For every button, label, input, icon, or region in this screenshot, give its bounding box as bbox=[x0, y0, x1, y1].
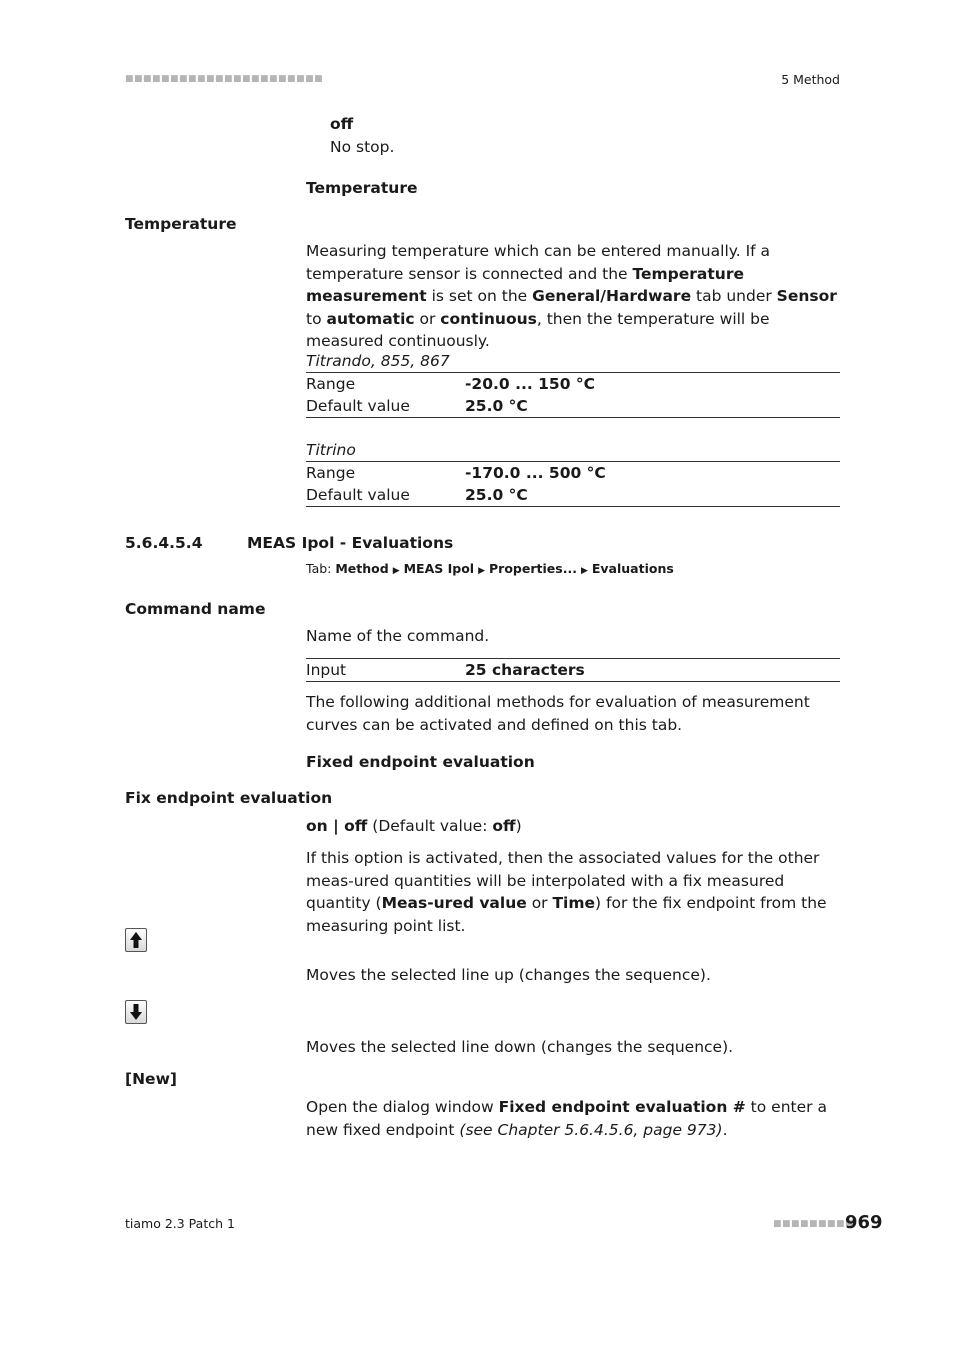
arrow-up-icon[interactable] bbox=[125, 928, 147, 952]
text-run: , then the temperature will be measured continuously. bbox=[306, 309, 770, 350]
text-run: Fixed endpoint evaluation # bbox=[498, 1098, 746, 1116]
text-run: or bbox=[414, 309, 441, 328]
table-row bbox=[306, 395, 840, 417]
header-decoration: ■■■■■■■■■■■■■■■■■■■■■■ bbox=[125, 74, 324, 84]
fix-endpoint-description bbox=[306, 847, 840, 937]
spec-key: Default value bbox=[306, 397, 410, 415]
command-name-label: Command name bbox=[125, 600, 266, 618]
text-run: . bbox=[722, 1120, 728, 1139]
temperature-label: Temperature bbox=[125, 215, 237, 233]
evaluation-note: The following additional methods for evaluation of measurement curves can be activated and defined on this tab. bbox=[306, 693, 810, 734]
header-chapter: 5 Method bbox=[781, 72, 840, 87]
footer-decoration: ■■■■■■■■■ bbox=[773, 1219, 855, 1229]
text-run: Sensor bbox=[776, 287, 837, 305]
breadcrumb-arrow-icon: ▶ bbox=[478, 566, 486, 576]
new-button-label: [New] bbox=[125, 1070, 177, 1088]
arrow-down-glyph bbox=[129, 1003, 143, 1021]
spec-key: Range bbox=[306, 375, 356, 393]
text-run: (see Chapter 5.6.4.5.6, page 973) bbox=[459, 1120, 723, 1139]
spec-value: 25.0 °C bbox=[465, 397, 528, 415]
text-run: or bbox=[526, 894, 553, 912]
spec-title: Titrando, 855, 867 bbox=[306, 352, 450, 370]
arrow-down-icon[interactable] bbox=[125, 1000, 147, 1024]
spec-key: Range bbox=[306, 464, 356, 482]
text-run: Time bbox=[552, 894, 596, 912]
text-run: If this option is activated, then the associated values for the other meas-ured quantities will be interpolated with a fix measured quantity ( bbox=[306, 849, 820, 912]
default-suffix: ) bbox=[515, 817, 522, 835]
text-run: tab under bbox=[691, 287, 777, 305]
text-run: Open the dialog window bbox=[306, 1098, 499, 1116]
options-value: on | off bbox=[306, 817, 368, 835]
fix-endpoint-label: Fix endpoint evaluation bbox=[125, 789, 333, 807]
breadcrumb-arrow-icon: ▶ bbox=[580, 566, 588, 576]
arrow-up-glyph bbox=[129, 931, 143, 949]
text-run: ) for the fix endpoint from the measuring point list. bbox=[306, 894, 827, 935]
text-run: is set on the bbox=[426, 287, 533, 305]
default-prefix: (Default value: bbox=[367, 817, 493, 835]
temperature-spec-titrino bbox=[306, 439, 840, 507]
temperature-description bbox=[306, 240, 840, 353]
spec-table bbox=[306, 373, 840, 417]
spec-value: 25 characters bbox=[465, 661, 585, 679]
off-option-label: off bbox=[330, 115, 354, 133]
fix-endpoint-options bbox=[306, 815, 522, 837]
move-down-desc: Moves the selected line down (changes the sequence). bbox=[306, 1038, 734, 1056]
table-row bbox=[306, 462, 840, 484]
default-value: off bbox=[492, 817, 516, 835]
spec-value: 25.0 °C bbox=[465, 486, 528, 504]
spec-table bbox=[306, 462, 840, 506]
breadcrumb-item: Properties... bbox=[489, 561, 577, 576]
breadcrumb-item: Method bbox=[335, 561, 389, 576]
table-row bbox=[306, 659, 840, 681]
command-name-spec bbox=[306, 658, 840, 682]
temperature-spec-titrando bbox=[306, 350, 840, 418]
spec-table bbox=[306, 659, 840, 681]
breadcrumb-item: Evaluations bbox=[591, 561, 674, 576]
breadcrumb-arrow-icon: ▶ bbox=[392, 566, 400, 576]
spec-title: Titrino bbox=[306, 441, 356, 459]
spec-key: Input bbox=[306, 661, 347, 679]
spec-key: Default value bbox=[306, 486, 410, 504]
text-run: to bbox=[306, 309, 327, 328]
text-run: to enter a new fixed endpoint bbox=[306, 1098, 827, 1139]
move-up-desc: Moves the selected line up (changes the sequence). bbox=[306, 966, 711, 984]
tab-path bbox=[306, 560, 674, 580]
section-number: 5.6.4.5.4 bbox=[125, 534, 203, 552]
temperature-subheading: Temperature bbox=[306, 179, 418, 197]
fixed-endpoint-subheading: Fixed endpoint evaluation bbox=[306, 753, 535, 771]
tab-prefix: Tab: bbox=[306, 561, 336, 576]
breadcrumb-item: MEAS Ipol bbox=[403, 561, 475, 576]
page-number: 969 bbox=[845, 1212, 883, 1233]
command-name-desc: Name of the command. bbox=[306, 627, 490, 645]
spec-value: -170.0 ... 500 °C bbox=[465, 464, 606, 482]
off-option-desc: No stop. bbox=[330, 138, 395, 156]
table-row bbox=[306, 373, 840, 395]
section-title: MEAS Ipol - Evaluations bbox=[247, 534, 454, 552]
text-run: continuous bbox=[440, 309, 537, 328]
table-row bbox=[306, 484, 840, 506]
text-run: General/Hardware bbox=[532, 287, 692, 305]
spec-value: -20.0 ... 150 °C bbox=[465, 375, 596, 393]
footer-product: tiamo 2.3 Patch 1 bbox=[125, 1216, 235, 1231]
text-run: Temperature measurement bbox=[306, 264, 744, 305]
text-run: Meas-ured value bbox=[381, 894, 527, 912]
text-run: Measuring temperature which can be entered manually. If a temperature sensor is connected and the bbox=[306, 242, 771, 283]
text-run: automatic bbox=[326, 309, 415, 328]
new-button-desc bbox=[306, 1096, 840, 1141]
